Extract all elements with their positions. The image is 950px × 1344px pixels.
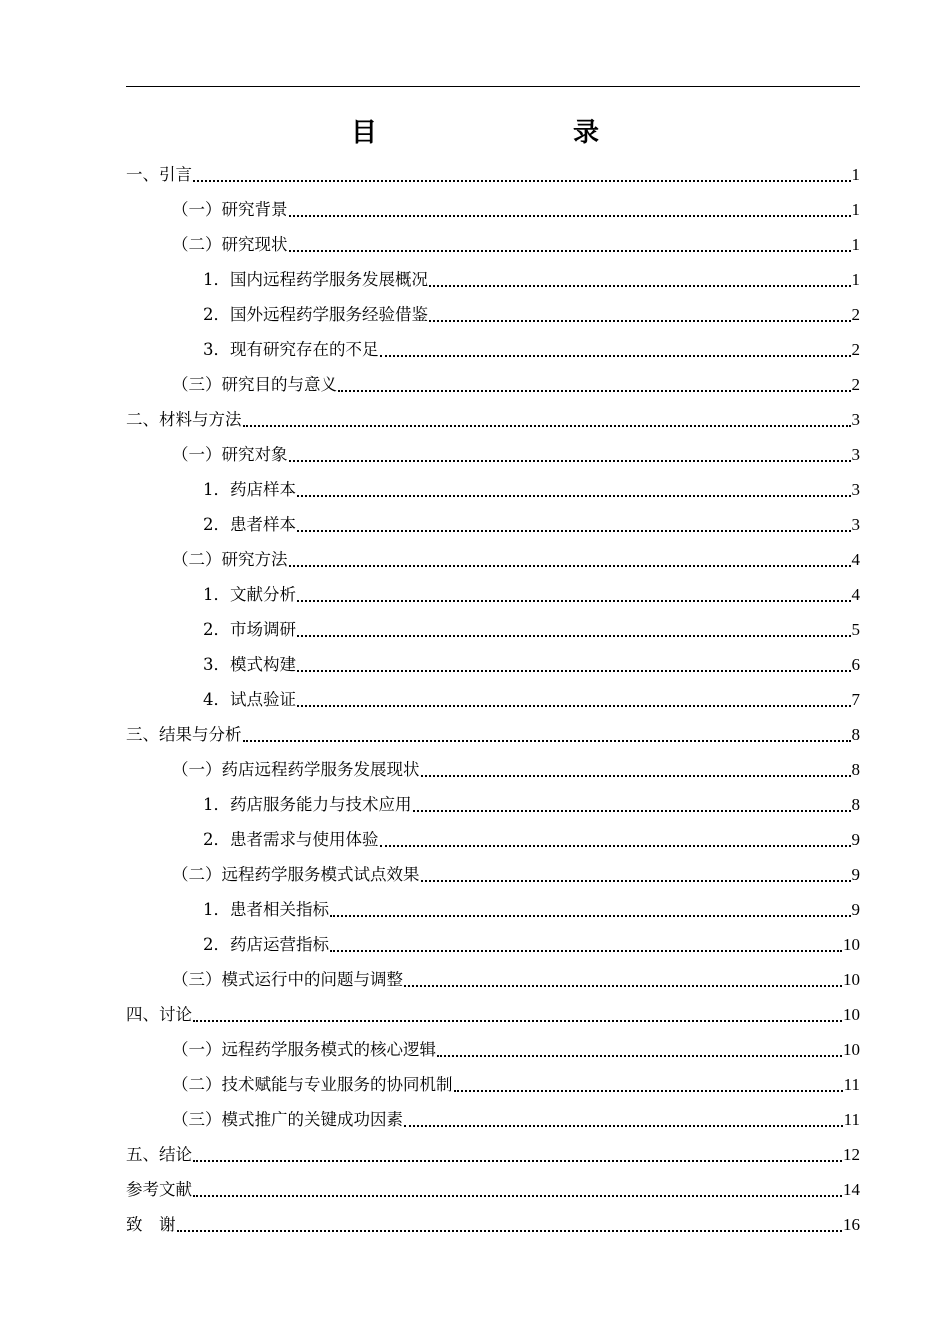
toc-entry-label: 1．药店样本 <box>203 480 296 499</box>
toc-leader-dots <box>289 565 851 567</box>
toc-leader-dots <box>243 740 851 742</box>
toc-entry-label: 三、结果与分析 <box>126 725 242 744</box>
toc-entry-page-number: 10 <box>843 1005 860 1024</box>
toc-leader-dots <box>193 180 851 182</box>
toc-leader-dots <box>289 460 851 462</box>
toc-entry-page-number: 10 <box>843 935 860 954</box>
toc-entry-page-number: 16 <box>843 1215 860 1234</box>
toc-entry-label: （三）模式推广的关键成功因素 <box>172 1110 403 1129</box>
toc-leader-dots <box>380 845 851 847</box>
toc-entry-page-number: 3 <box>851 445 860 464</box>
toc-entry[interactable] <box>203 892 860 927</box>
toc-entry-label: （一）研究对象 <box>172 445 288 464</box>
toc-leader-dots <box>177 1230 843 1232</box>
toc-entry-label: 3．模式构建 <box>203 655 296 674</box>
toc-entry[interactable] <box>203 822 860 857</box>
toc-leader-dots <box>330 950 842 952</box>
toc-entry-page-number: 2 <box>851 375 860 394</box>
toc-entry-label: （二）技术赋能与专业服务的协同机制 <box>172 1075 453 1094</box>
toc-entry-label: 一、引言 <box>126 165 192 184</box>
toc-leader-dots <box>193 1020 842 1022</box>
toc-entry[interactable] <box>172 1102 860 1137</box>
toc-entry-label: 1．国内远程药学服务发展概况 <box>203 270 428 289</box>
toc-entry-label: 参考文献 <box>126 1180 192 1199</box>
toc-entry[interactable] <box>203 787 860 822</box>
toc-entry[interactable] <box>172 962 860 997</box>
toc-entry-page-number: 4 <box>851 585 860 604</box>
toc-leader-dots <box>437 1055 842 1057</box>
toc-entry-page-number: 9 <box>851 865 860 884</box>
toc-leader-dots <box>429 320 851 322</box>
toc-entry-label: （一）药店远程药学服务发展现状 <box>172 760 420 779</box>
toc-entry-page-number: 10 <box>843 1040 860 1059</box>
toc-leader-dots <box>297 600 851 602</box>
toc-entry-label: 1．患者相关指标 <box>203 900 329 919</box>
toc-leader-dots <box>289 250 851 252</box>
toc-entry-label: 2．患者样本 <box>203 515 296 534</box>
toc-entry-page-number: 7 <box>851 690 860 709</box>
toc-entry-label: （一）远程药学服务模式的核心逻辑 <box>172 1040 436 1059</box>
toc-entry[interactable] <box>126 157 860 192</box>
toc-leader-dots <box>193 1160 842 1162</box>
toc-entry[interactable] <box>172 542 860 577</box>
toc-entry[interactable] <box>172 437 860 472</box>
toc-leader-dots <box>404 1125 843 1127</box>
toc-entry[interactable] <box>203 682 860 717</box>
toc-entry-page-number: 8 <box>851 725 860 744</box>
toc-leader-dots <box>413 810 851 812</box>
toc-entry-label: （二）研究现状 <box>172 235 288 254</box>
toc-entry-label: 致 谢 <box>126 1215 176 1234</box>
toc-entry-page-number: 1 <box>851 200 860 219</box>
toc-leader-dots <box>297 495 851 497</box>
toc-leader-dots <box>338 390 851 392</box>
toc-leader-dots <box>297 705 851 707</box>
toc-entry-label: 1．文献分析 <box>203 585 296 604</box>
toc-entry[interactable] <box>172 227 860 262</box>
toc-entry-page-number: 1 <box>851 270 860 289</box>
toc-entry[interactable] <box>172 752 860 787</box>
toc-entry-page-number: 11 <box>843 1075 860 1094</box>
toc-leader-dots <box>429 285 851 287</box>
toc-entry-label: 2．市场调研 <box>203 620 296 639</box>
toc-entry[interactable] <box>126 1172 860 1207</box>
toc-entry-label: （二）远程药学服务模式试点效果 <box>172 865 420 884</box>
toc-entry-page-number: 1 <box>851 235 860 254</box>
toc-entry-page-number: 3 <box>851 480 860 499</box>
toc-entry-label: 3．现有研究存在的不足 <box>203 340 379 359</box>
toc-entry[interactable] <box>172 1067 860 1102</box>
toc-entry-page-number: 2 <box>851 340 860 359</box>
toc-entry-page-number: 10 <box>843 970 860 989</box>
toc-entry[interactable] <box>203 577 860 612</box>
toc-entry[interactable] <box>126 717 860 752</box>
toc-leader-dots <box>243 425 851 427</box>
toc-entry-label: 2．患者需求与使用体验 <box>203 830 379 849</box>
toc-leader-dots <box>297 635 851 637</box>
toc-entry-page-number: 3 <box>851 410 860 429</box>
toc-entry-page-number: 2 <box>851 305 860 324</box>
toc-entry-page-number: 4 <box>851 550 860 569</box>
toc-entry[interactable] <box>203 927 860 962</box>
header-rule <box>126 86 860 87</box>
toc-entry[interactable] <box>203 332 860 367</box>
toc-entry[interactable] <box>203 507 860 542</box>
toc-leader-dots <box>404 985 842 987</box>
toc-entry-label: （一）研究背景 <box>172 200 288 219</box>
toc-entry-page-number: 1 <box>851 165 860 184</box>
toc-entry-page-number: 3 <box>851 515 860 534</box>
toc-entry-page-number: 9 <box>851 830 860 849</box>
toc-entry-page-number: 8 <box>851 760 860 779</box>
toc-entry[interactable] <box>203 262 860 297</box>
toc-entry-label: （三）研究目的与意义 <box>172 375 337 394</box>
toc-entry[interactable] <box>203 472 860 507</box>
toc-entry-page-number: 6 <box>851 655 860 674</box>
toc-entry-page-number: 9 <box>851 900 860 919</box>
toc-entry[interactable] <box>172 1032 860 1067</box>
toc-leader-dots <box>421 775 851 777</box>
toc-entry-label: （二）研究方法 <box>172 550 288 569</box>
toc-entry-page-number: 14 <box>843 1180 860 1199</box>
toc-leader-dots <box>193 1195 842 1197</box>
page-title: 目 录 <box>350 118 647 148</box>
toc-entry[interactable] <box>203 612 860 647</box>
toc-entry[interactable] <box>203 297 860 332</box>
toc-entry[interactable] <box>172 367 860 402</box>
toc-entry-label: （三）模式运行中的问题与调整 <box>172 970 403 989</box>
toc-entry[interactable] <box>172 192 860 227</box>
toc-entry-label: 五、结论 <box>126 1145 192 1164</box>
toc-entry-label: 1．药店服务能力与技术应用 <box>203 795 412 814</box>
toc-entry-label: 2．药店运营指标 <box>203 935 329 954</box>
toc-leader-dots <box>330 915 851 917</box>
toc-entry[interactable] <box>203 647 860 682</box>
toc-leader-dots <box>454 1090 843 1092</box>
toc-entry-page-number: 5 <box>851 620 860 639</box>
toc-entry-page-number: 8 <box>851 795 860 814</box>
toc-entry[interactable] <box>126 997 860 1032</box>
toc-entry[interactable] <box>172 857 860 892</box>
toc-entry[interactable] <box>126 402 860 437</box>
toc-leader-dots <box>380 355 851 357</box>
toc-entry-label: 二、材料与方法 <box>126 410 242 429</box>
toc-leader-dots <box>289 215 851 217</box>
toc-entry-label: 2．国外远程药学服务经验借鉴 <box>203 305 428 324</box>
toc-leader-dots <box>421 880 851 882</box>
toc-entry[interactable] <box>126 1207 860 1242</box>
toc-entry-page-number: 12 <box>843 1145 860 1164</box>
toc-entry-label: 四、讨论 <box>126 1005 192 1024</box>
toc-entry[interactable] <box>126 1137 860 1172</box>
toc-entry-page-number: 11 <box>843 1110 860 1129</box>
toc-entry-label: 4．试点验证 <box>203 690 296 709</box>
toc-leader-dots <box>297 670 851 672</box>
toc-leader-dots <box>297 530 851 532</box>
